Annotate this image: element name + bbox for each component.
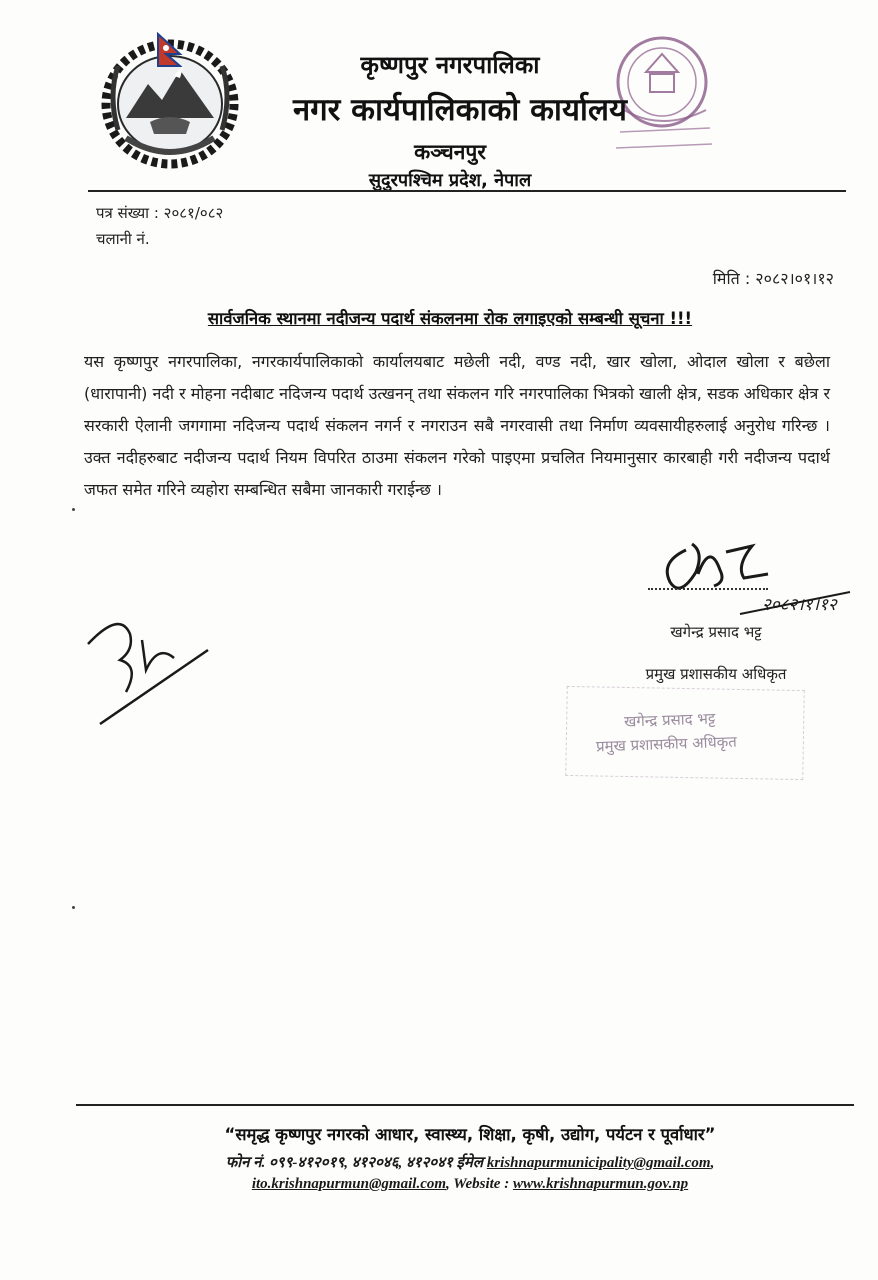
footer-divider [76, 1104, 854, 1106]
province-name: सुदुरपश्चिम प्रदेश, नेपाल [368, 170, 532, 191]
footer-motto: “समृद्ध कृष्णपुर नगरको आधार, स्वास्थ्य, शिक्षा, कृषी, उद्योग, पर्यटन र पूर्वाधार” [224, 1125, 716, 1144]
signature-date: २०८२।१।१२ [762, 595, 837, 615]
officer-name-stamp [566, 688, 806, 780]
officer-signature [640, 522, 878, 622]
office-name: नगर कार्यपालिकाको कार्यालय [293, 92, 627, 128]
signature-line [648, 588, 768, 590]
municipality-name: कृष्णपुर नगरपालिका [360, 51, 540, 79]
signer-title: प्रमुख प्रशासकीय अधिकृत [645, 665, 787, 683]
scan-speck [72, 508, 75, 511]
email-link-1[interactable]: krishnapurmunicipality@gmail.com [486, 1155, 711, 1171]
stamp-name: खगेन्द्र प्रसाद भट्ट [623, 709, 716, 731]
phone-numbers: फोन नं. ०९९-४१२०१९, ४१२०४६, ४१२०४१ ईमेल [225, 1155, 487, 1171]
email-link-2[interactable]: ito.krishnapurmun@gmail.com [251, 1176, 447, 1192]
notice-body: यस कृष्णपुर नगरपालिका, नगरकार्यपालिकाको कार्यालयबाट मछेली नदी, वण्ड नदी, खार खोला, ओदाल खोला र बछेला (धारापानी) नदी र मोहना नदीबाट नदिजन्य पदार्थ उत्खनन् तथा संकलन गरि नगरपालिका भित्रको खाली क्षेत्र, सडक अधिकार क्षेत्र र सरकारी ऐलानी जगगामा नदिजन्य पदार्थ संकलन नगर्न र नगराउन सबै नगरवासी तथा निर्माण व्यवसायीहरुलाई अनुरोध गरिन्छ । उक्त नदीहरुबाट नदीजन्य पदार्थ नियम विपरित ठाउमा संकलन गरेको पाइएमा प्रचलित नियमानुसार कारबाही गरी नदीजन्य पदार्थ जफत समेत गरिने व्यहोरा सम्बन्धित सबैमा जानकारी गराईन्छ । [84, 352, 830, 499]
letter-reference-number: पत्र संख्या : २०८१/०८२ [96, 204, 224, 222]
website-link[interactable]: www.krishnapurmun.gov.np [512, 1176, 689, 1192]
stamp-title: प्रमुख प्रशासकीय अधिकृत [595, 732, 738, 756]
signer-name: खगेन्द्र प्रसाद भट्ट [670, 623, 762, 641]
website-label: , Website : [446, 1176, 513, 1192]
letter-date: मिति : २०८२।०१।१२ [712, 269, 834, 288]
scan-speck [72, 906, 75, 909]
notice-subject: सार्वजनिक स्थानमा नदीजन्य पदार्थ संकलनमा रोक लगाइएको सम्बन्धी सूचना !!! [207, 309, 693, 328]
nepal-emblem-icon [96, 26, 244, 174]
dispatch-number: चलानी नं. [96, 230, 150, 248]
footer-contact-line2 [120, 1176, 820, 1193]
footer-contact-line1: फोन नं. ०९९-४१२०१९, ४१२०४६, ४१२०४१ ईमेल krishnapurmunicipality@gmail.com, [225, 1155, 715, 1171]
header-divider [88, 190, 846, 192]
handwritten-initials [80, 600, 220, 730]
district-name: कञ्चनपुर [414, 140, 486, 164]
